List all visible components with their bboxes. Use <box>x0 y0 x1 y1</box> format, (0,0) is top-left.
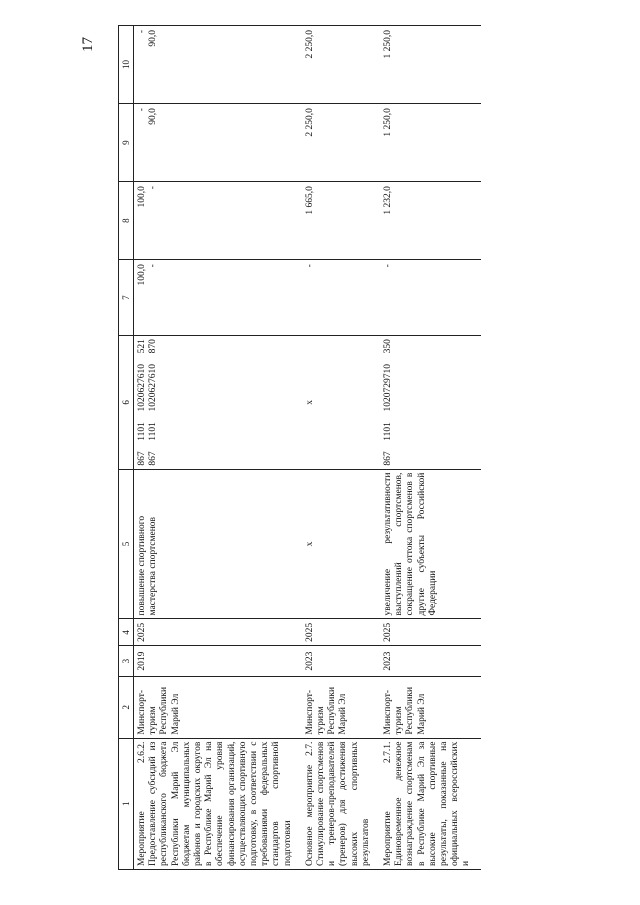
column-number-8: 8 <box>119 182 134 260</box>
column-number-10: 10 <box>119 26 134 104</box>
value-col-9: 1 250,0 <box>380 104 481 182</box>
rotated-page-content <box>118 25 568 870</box>
column-number-6: 6 <box>119 336 134 469</box>
column-number-3: 3 <box>119 646 134 677</box>
value-col-10: 1 250,0 <box>380 26 481 104</box>
kbk-rzpr: 1101 <box>383 422 394 441</box>
expected-result: х <box>302 469 380 619</box>
column-number-1: 1 <box>119 738 134 869</box>
column-number-row <box>119 26 134 870</box>
kbk-line <box>148 339 159 465</box>
kbk-vr: 350 <box>383 339 394 354</box>
value: 100,0 <box>137 186 147 208</box>
activity-name: Мероприятие 2.6.2. Предоставление субсидий из республиканского бюджета Республики Марий Эл бюджетам муниципальных районов и городских округов в Республике Марий Эл на обеспечение уровня финансирования организаций, осуществляющих спортивную подготовку, в соответствии с требованиями федеральных стандартов спортивной подготовки <box>134 738 302 869</box>
value: - <box>148 186 159 190</box>
budget-classification-codes <box>134 336 302 469</box>
kbk-grbs: 867 <box>383 451 394 466</box>
column-number-5: 5 <box>119 469 134 619</box>
page-number: 17 <box>80 37 96 52</box>
table-row <box>380 26 481 870</box>
column-number-9: 9 <box>119 104 134 182</box>
value-col-10 <box>134 26 302 104</box>
value-col-7 <box>134 260 302 336</box>
value: - <box>137 108 147 112</box>
kbk-csr: 1020729710 <box>383 364 394 412</box>
kbk-rzpr: 1101 <box>148 422 159 441</box>
table-row <box>134 26 302 870</box>
kbk-vr: 870 <box>148 339 159 354</box>
kbk-grbs: 867 <box>148 451 159 466</box>
value: 100,0 <box>137 264 147 286</box>
value-col-10: 2 250,0 <box>302 26 380 104</box>
kbk-line <box>137 339 148 465</box>
column-number-4: 4 <box>119 619 134 646</box>
budget-classification-codes <box>380 336 481 469</box>
end-year: 2025 <box>302 619 380 646</box>
value: 90,0 <box>148 30 159 47</box>
value: - <box>148 264 159 268</box>
executor: Минспорт-туризм Республики Марий Эл <box>134 676 302 738</box>
value: 90,0 <box>148 108 159 125</box>
activity-name: Мероприятие 2.7.1. Единовременное денежное вознаграждение спортсменам в Республике Марий Эл за высокие спортивные результаты, показанные на официальных всероссийских и <box>380 738 481 869</box>
executor: Минспорт-туризм Республики Марий Эл <box>302 676 380 738</box>
kbk-rzpr: 1101 <box>137 422 147 441</box>
end-year: 2025 <box>380 619 481 646</box>
value-col-7: - <box>302 260 380 336</box>
kbk-csr: 1020627610 <box>137 364 147 412</box>
end-year: 2025 <box>134 619 302 646</box>
column-number-7: 7 <box>119 260 134 336</box>
value-col-9: 2 250,0 <box>302 104 380 182</box>
executor: Минспорт-туризм Республики Марий Эл <box>380 676 481 738</box>
value: - <box>137 30 147 34</box>
value-col-7: - <box>380 260 481 336</box>
value-col-8 <box>134 182 302 260</box>
table-row <box>302 26 380 870</box>
kbk-line <box>383 339 394 465</box>
expected-result: увеличение результативности выступлений спортсменов, сокращение оттока спортсменов в другие субъекты Российской Федерации <box>380 469 481 619</box>
column-number-2: 2 <box>119 676 134 738</box>
kbk-csr: 1020627610 <box>148 364 159 412</box>
value-col-8: 1 665,0 <box>302 182 380 260</box>
value-col-9 <box>134 104 302 182</box>
kbk-vr: 521 <box>137 339 147 354</box>
program-activities-table <box>118 25 481 870</box>
expected-result: повышение спортивного мастерства спортсменов <box>134 469 302 619</box>
start-year: 2023 <box>380 646 481 677</box>
start-year: 2019 <box>134 646 302 677</box>
activity-name: Основное мероприятие 2.7. Стимулирование спортсменов и тренеров-преподавателей (тренеров) для достижения высоких спортивных результатов <box>302 738 380 869</box>
value-col-8: 1 232,0 <box>380 182 481 260</box>
budget-classification-codes: х <box>302 336 380 469</box>
kbk-grbs: 867 <box>137 451 147 466</box>
start-year: 2023 <box>302 646 380 677</box>
